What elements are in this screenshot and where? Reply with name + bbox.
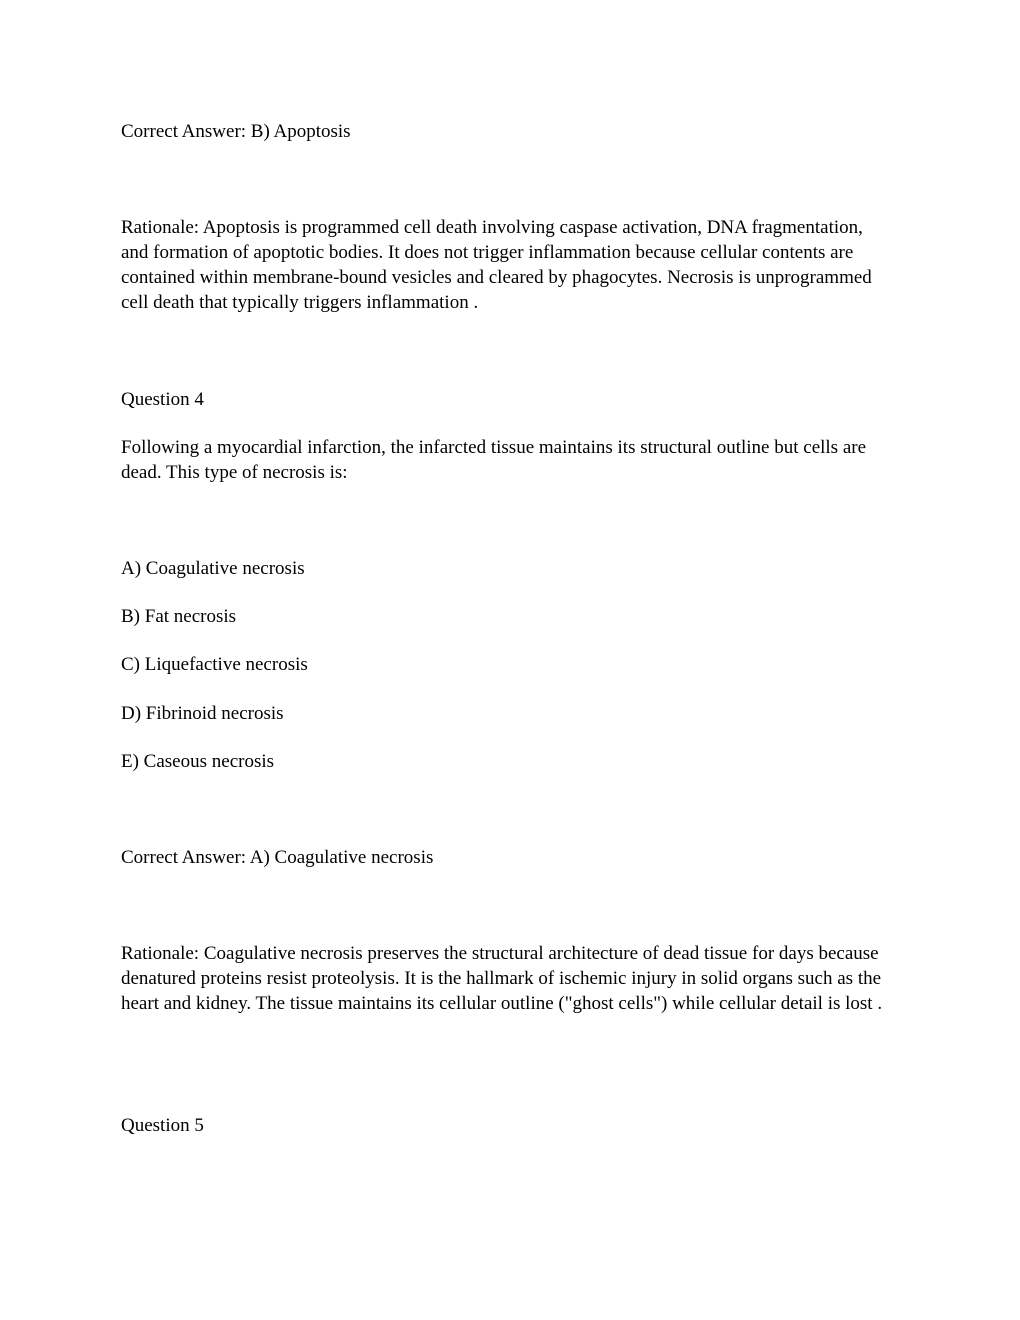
rationale-q4: Rationale: Coagulative necrosis preserves the structural architecture of dead tissue for days because denatured proteins resist proteolysis. It is the hallmark of ischemic injury in solid organs such as the heart and kidney. The tissue maintains its cellular outline ("ghost cells") while cellular detail is lost . [121, 943, 883, 1014]
question-4-heading: Question 4 [121, 389, 204, 410]
question-4-option-b: B) Fat necrosis [121, 606, 237, 627]
question-4-option-e: E) Caseous necrosis [121, 751, 275, 772]
question-4-option-d: D) Fibrinoid necrosis [121, 703, 284, 724]
correct-answer-q4: Correct Answer: A) Coagulative necrosis [121, 847, 434, 868]
question-4-option-c: C) Liquefactive necrosis [121, 654, 308, 675]
question-4-stem: Following a myocardial infarction, the infarcted tissue maintains its structural outline but cells are dead. This type of necrosis is: [121, 437, 867, 483]
question-5-heading: Question 5 [121, 1115, 204, 1136]
rationale-q3: Rationale: Apoptosis is programmed cell death involving caspase activation, DNA fragmentation, and formation of apoptotic bodies. It does not trigger inflammation because cellular contents are contained within membrane-bound vesicles and cleared by phagocytes. Necrosis is unprogrammed cell death that typically triggers inflammation . [121, 217, 872, 313]
question-4-option-a: A) Coagulative necrosis [121, 558, 305, 579]
correct-answer-q3: Correct Answer: B) Apoptosis [121, 121, 351, 142]
